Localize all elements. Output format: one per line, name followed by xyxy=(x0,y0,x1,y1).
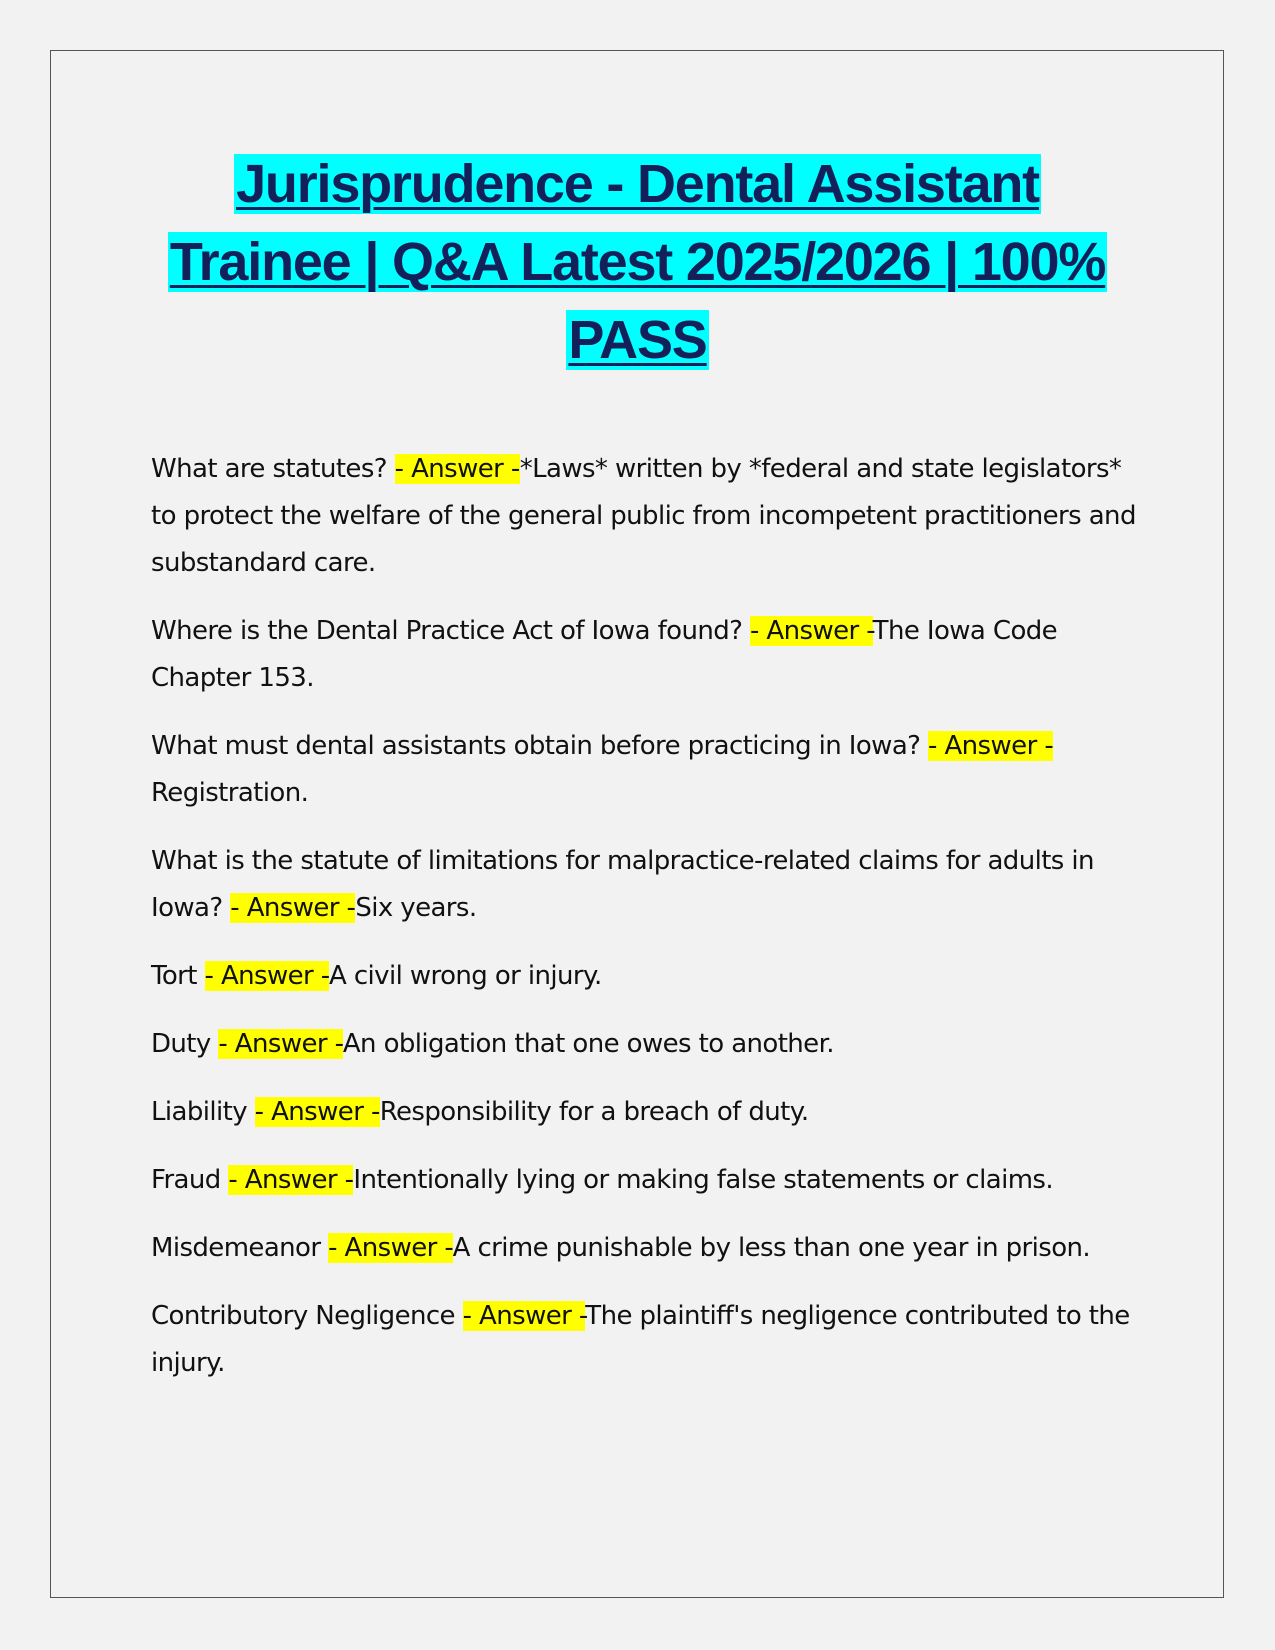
question-text: Liability xyxy=(151,1097,255,1127)
answer-marker: - Answer - xyxy=(254,1097,380,1127)
qa-item xyxy=(151,723,1136,817)
qa-item xyxy=(151,1225,1136,1272)
answer-marker: - Answer - xyxy=(462,1301,586,1331)
answer-text: *Laws* written by *federal and state legislators* to protect the welfare of the general public from incompetent practitioners and substandard care. xyxy=(151,454,1136,578)
answer-marker: - Answer - xyxy=(204,961,330,991)
qa-item xyxy=(151,608,1136,702)
document-title xyxy=(150,145,1125,379)
question-text: Tort xyxy=(151,961,205,991)
question-text: Contributory Negligence xyxy=(151,1301,463,1331)
answer-marker: - Answer - xyxy=(394,454,520,484)
qa-list xyxy=(151,446,1136,1408)
qa-item xyxy=(151,1089,1136,1136)
qa-item xyxy=(151,446,1136,587)
answer-text: A crime punishable by less than one year in prison. xyxy=(452,1233,1091,1263)
qa-item xyxy=(151,1293,1136,1387)
answer-text: Registration. xyxy=(151,778,309,808)
title-block xyxy=(150,145,1125,379)
document-title-text: Jurisprudence - Dental Assistant Trainee | Q&A Latest 2025/2026 | 100% PASS xyxy=(169,154,1106,370)
question-text: What must dental assistants obtain before practicing in Iowa? xyxy=(151,731,929,761)
answer-marker: - Answer - xyxy=(328,1233,453,1263)
answer-text: A civil wrong or injury. xyxy=(329,961,602,991)
question-text: Fraud xyxy=(151,1165,229,1195)
answer-text: Intentionally lying or making false statements or claims. xyxy=(353,1165,1054,1195)
answer-text: An obligation that one owes to another. xyxy=(342,1029,834,1059)
qa-item xyxy=(151,1021,1136,1068)
question-text: What are statutes? xyxy=(151,454,395,484)
question-text: Duty xyxy=(151,1029,219,1059)
answer-text: Six years. xyxy=(355,893,477,923)
answer-marker: - Answer - xyxy=(218,1029,343,1059)
answer-text: The plaintiff's negligence contributed to the injury. xyxy=(151,1301,1130,1378)
question-text: What is the statute of limitations for malpractice-related claims for adults in Iowa? xyxy=(151,846,1094,923)
answer-marker: - Answer - xyxy=(230,893,356,923)
answer-marker: - Answer - xyxy=(228,1165,354,1195)
answer-marker: - Answer - xyxy=(749,616,873,646)
question-text: Misdemeanor xyxy=(151,1233,329,1263)
answer-text: The Iowa Code Chapter 153. xyxy=(151,616,1058,693)
qa-item xyxy=(151,953,1136,1000)
qa-item xyxy=(151,1157,1136,1204)
question-text: Where is the Dental Practice Act of Iowa found? xyxy=(151,616,750,646)
answer-marker: - Answer - xyxy=(928,731,1054,761)
answer-text: Responsibility for a breach of duty. xyxy=(379,1097,809,1127)
qa-item xyxy=(151,838,1136,932)
